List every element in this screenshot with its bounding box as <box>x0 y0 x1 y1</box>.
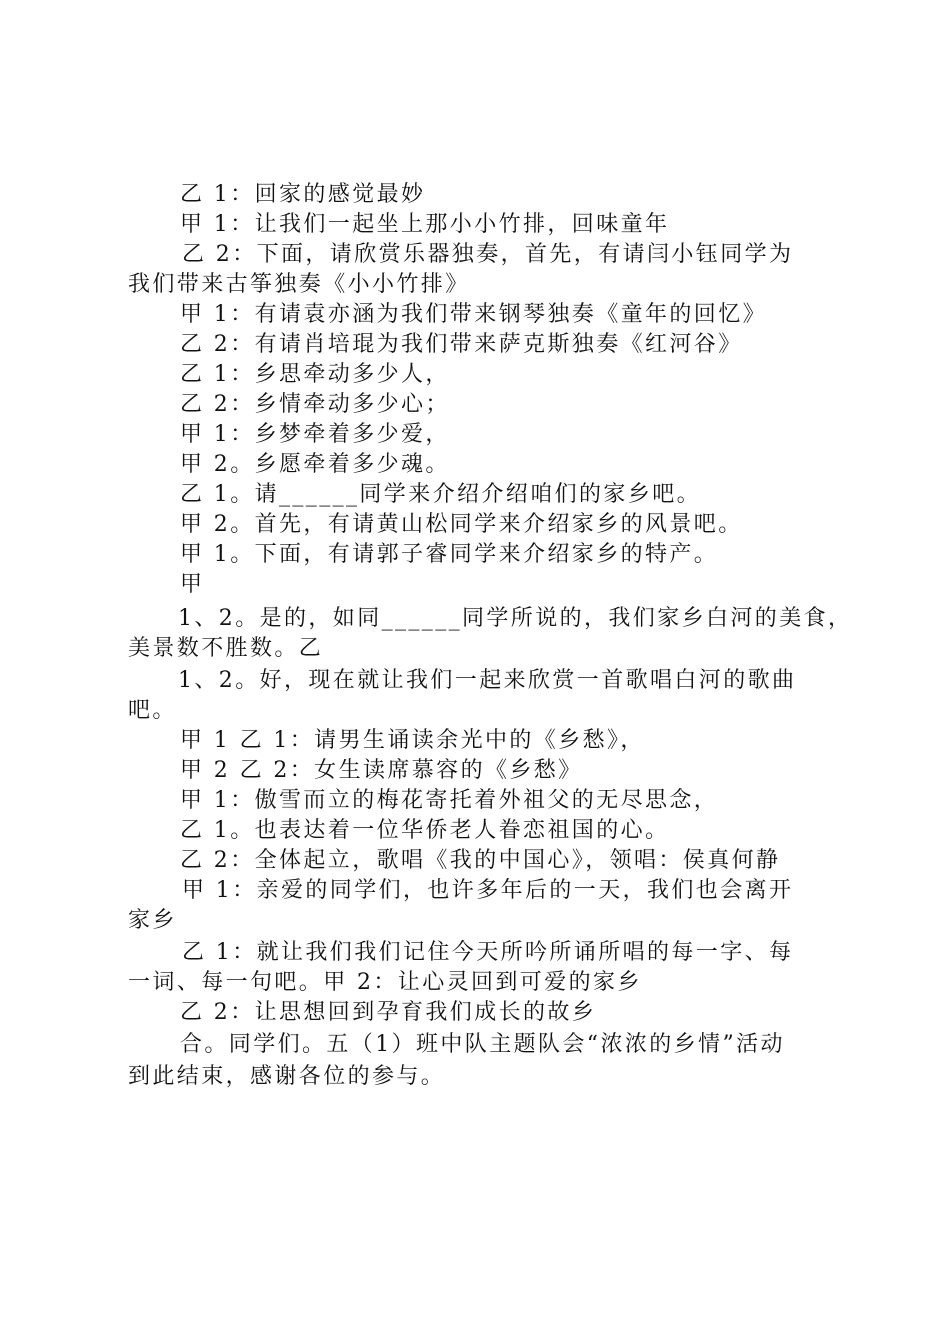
text-line: 乙 2：全体起立，歌唱《我的中国心》，领唱：侯真何静 <box>180 848 781 873</box>
text-line: 甲 1：傲雪而立的梅花寄托着外祖父的无尽思念， <box>180 788 719 813</box>
text-line: 甲 2。乡愿牵着多少魂。 <box>180 452 450 477</box>
text-line: 吧。 <box>128 698 177 723</box>
text-line: 1、2。好，现在就让我们一起来欣赏一首歌唱白河的歌曲 <box>178 668 797 693</box>
text-line: 甲 1：有请袁亦涵为我们带来钢琴独奏《童年的回忆》 <box>180 302 767 327</box>
text-line: 乙 1：就让我们我们记住今天所吟所诵所唱的每一字、每 <box>182 940 794 965</box>
text-line: 合。同学们。五（1）班中队主题队会“浓浓的乡情”活动 <box>180 1032 785 1057</box>
text-line: 一词、每一句吧。甲 2：让心灵回到可爱的家乡 <box>128 970 642 995</box>
text-line: 到此结束，感谢各位的参与。 <box>128 1064 446 1089</box>
text-line: 甲 1：亲爱的同学们，也许多年后的一天，我们也会离开 <box>182 878 794 903</box>
text-line: 乙 1。请______同学来介绍介绍咱们的家乡吧。 <box>180 482 701 507</box>
text-line: 甲 1：让我们一起坐上那小小竹排，回味童年 <box>180 212 670 237</box>
text-line: 1、2。是的，如同______同学所说的，我们家乡白河的美食， <box>178 606 853 631</box>
text-line: 甲 1：乡梦牵着多少爱， <box>180 422 450 447</box>
text-line: 乙 2：让思想回到孕育我们成长的故乡 <box>180 1000 597 1025</box>
text-line: 家乡 <box>128 908 177 933</box>
text-line: 乙 1。也表达着一位华侨老人眷恋祖国的心。 <box>180 818 670 843</box>
text-line: 美景数不胜数。乙 <box>128 636 324 661</box>
text-line: 甲 1。下面，有请郭子睿同学来介绍家乡的特产。 <box>180 542 719 567</box>
text-line: 乙 2：下面，请欣赏乐器独奏，首先，有请闫小钰同学为 <box>182 242 794 267</box>
text-line: 乙 2：乡情牵动多少心； <box>180 392 450 417</box>
text-line: 甲 2 乙 2：女生读席慕容的《乡愁》 <box>180 758 583 783</box>
text-line: 甲 2。首先，有请黄山松同学来介绍家乡的风景吧。 <box>180 512 743 537</box>
text-line: 乙 1：乡思牵动多少人， <box>180 362 450 387</box>
text-line: 甲 <box>180 572 205 597</box>
text-line: 我们带来古筝独奏《小小竹排》 <box>128 272 470 297</box>
text-line: 乙 1：回家的感觉最妙 <box>180 182 426 207</box>
text-line: 乙 2：有请肖培琨为我们带来萨克斯独奏《红河谷》 <box>180 332 743 357</box>
text-line: 甲 1 乙 1：请男生诵读余光中的《乡愁》， <box>180 728 645 753</box>
